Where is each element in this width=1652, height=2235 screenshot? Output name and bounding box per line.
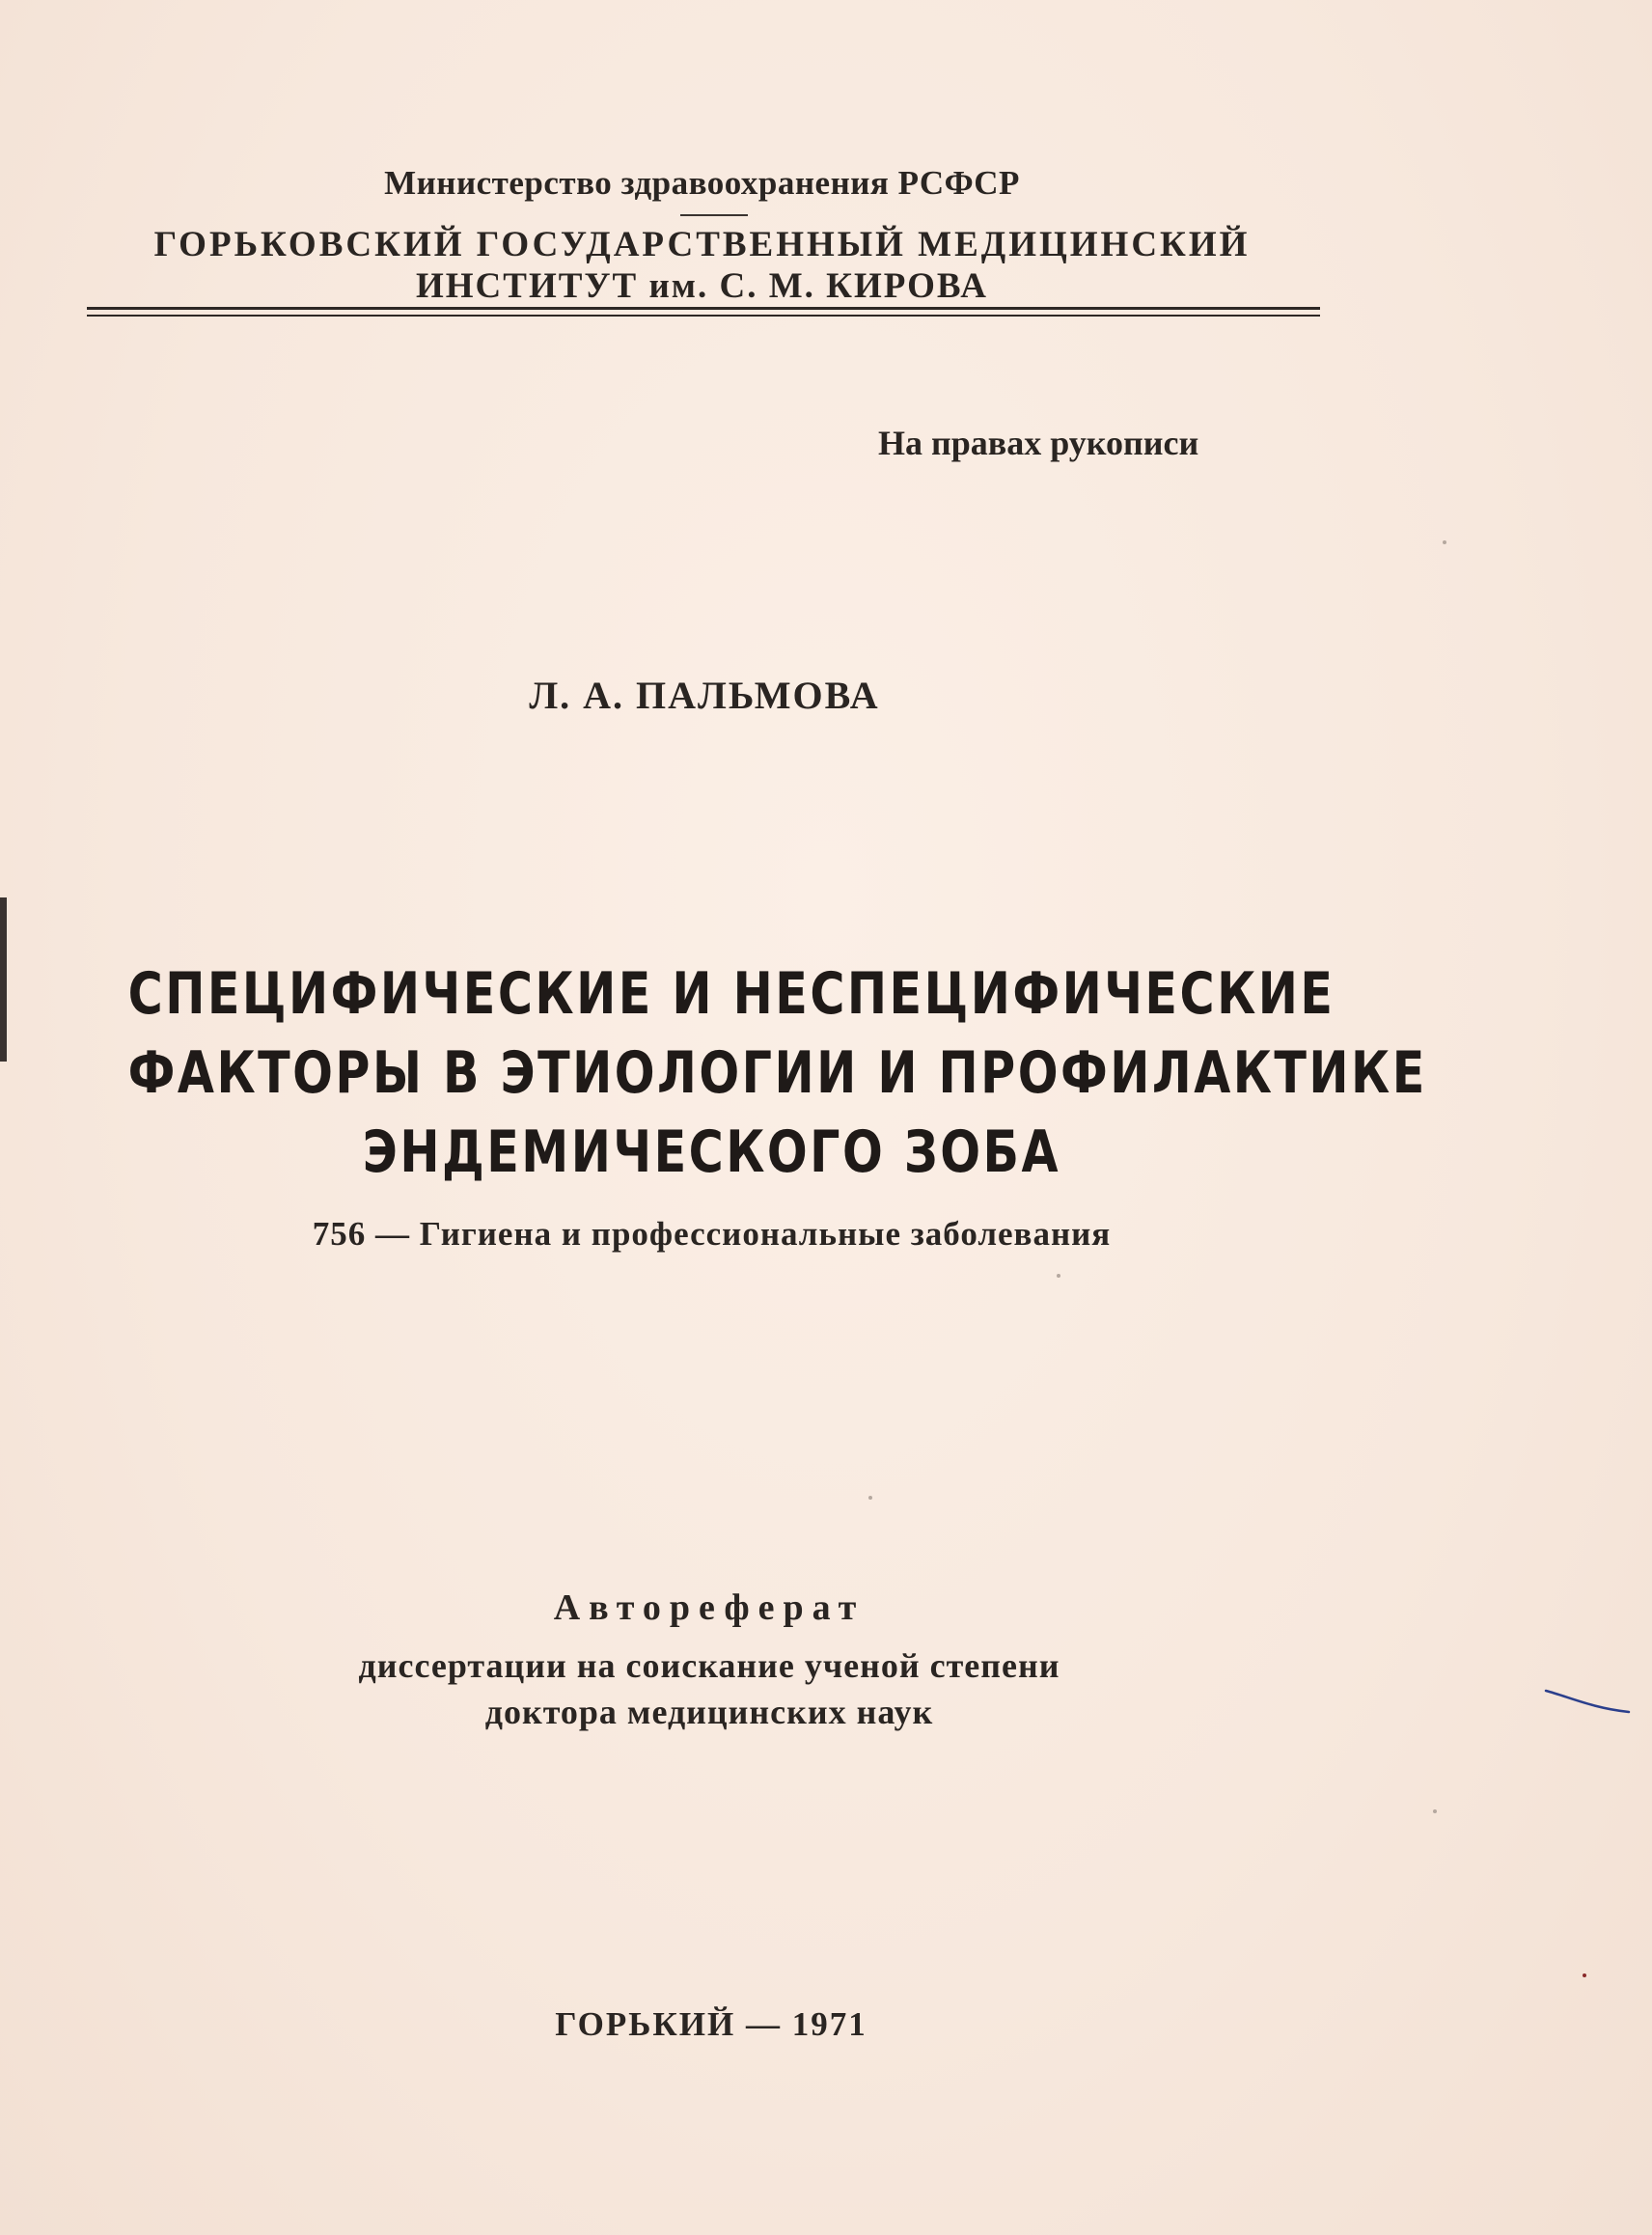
abstract-description-line-1: диссертации на соискание ученой степени (358, 1646, 1060, 1685)
binding-edge (0, 897, 7, 1062)
header-rule-thin (87, 315, 1320, 317)
specialty-code: 756 — Гигиена и профессиональные заболевания (312, 1215, 1112, 1253)
abstract-heading: Автореферат (553, 1587, 866, 1628)
ministry-name: Министерство здравоохранения РСФСР (384, 164, 1020, 202)
paper-speck (1443, 540, 1446, 544)
paper-speck (1433, 1809, 1437, 1813)
title-line-1: СПЕЦИФИЧЕСКИЕ И НЕСПЕЦИФИЧЕСКИЕ (127, 960, 1335, 1028)
imprint-city-year: ГОРЬКИЙ — 1971 (555, 2005, 867, 2043)
title-line-2: ФАКТОРЫ В ЭТИОЛОГИИ И ПРОФИЛАКТИКЕ (127, 1039, 1427, 1107)
rights-note: На правах рукописи (878, 424, 1199, 462)
title-line-3: ЭНДЕМИЧЕСКОГО ЗОБА (362, 1118, 1061, 1186)
author-name: Л. А. ПАЛЬМОВА (529, 674, 880, 717)
pen-stroke-mark (1544, 1687, 1631, 1716)
ministry-underline (680, 214, 748, 216)
abstract-description-line-2: доктора медицинских наук (484, 1693, 934, 1731)
header-rule-thick (87, 307, 1320, 310)
paper-speck (1057, 1274, 1060, 1278)
institute-name-line-2: ИНСТИТУТ им. С. М. КИРОВА (415, 266, 988, 306)
paper-speck (868, 1496, 872, 1500)
institute-name-line-1: ГОРЬКОВСКИЙ ГОСУДАРСТВЕННЫЙ МЕДИЦИНСКИЙ (153, 225, 1251, 264)
paper-speck (1583, 1973, 1586, 1977)
